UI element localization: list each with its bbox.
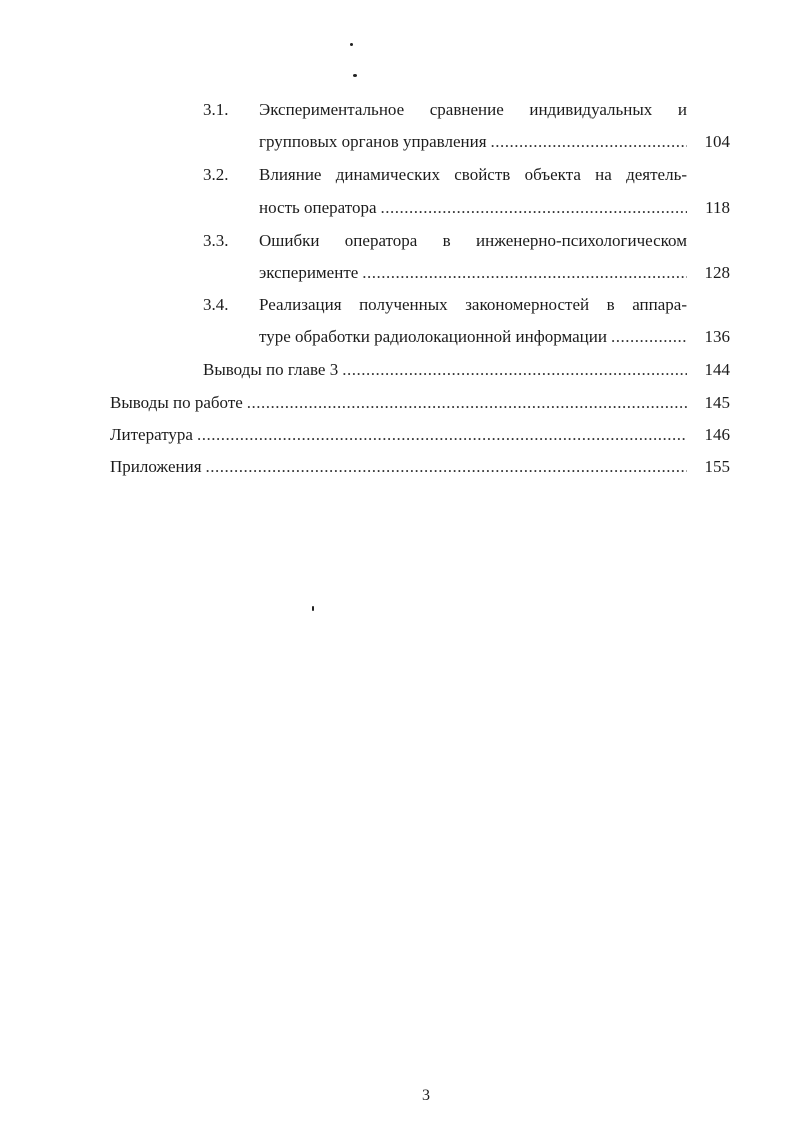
toc-entry-3-2-first-line bbox=[0, 163, 793, 187]
toc-appendices bbox=[0, 455, 793, 479]
toc-entry-leader bbox=[110, 391, 687, 415]
toc-entry-number: 3.3. bbox=[203, 231, 229, 250]
toc-entry-page: 145 bbox=[704, 393, 730, 412]
toc-entry-title: Влияние динамических свойств объекта на деятель- bbox=[259, 165, 687, 184]
dot-leader bbox=[206, 455, 687, 479]
dot-leader bbox=[362, 261, 687, 285]
toc-entry-leader bbox=[110, 423, 687, 447]
toc-entry-leader bbox=[110, 455, 687, 479]
toc-entry-3-4-first-line bbox=[0, 293, 793, 317]
toc-entry-title: Литература bbox=[110, 425, 193, 444]
scan-speck bbox=[350, 43, 353, 46]
toc-entry-3-3-second-line bbox=[0, 261, 793, 285]
toc-entry-3-1-first-line bbox=[0, 98, 793, 122]
toc-entry-leader bbox=[259, 325, 687, 349]
toc-entry-page: 118 bbox=[705, 198, 730, 217]
dot-leader bbox=[491, 130, 687, 154]
toc-entry-leader bbox=[259, 261, 687, 285]
toc-entry-title-continued: ность оператора bbox=[259, 198, 377, 217]
toc-entry-title: Приложения bbox=[110, 457, 202, 476]
toc-entry-3-4-second-line bbox=[0, 325, 793, 349]
toc-entry-3-2-second-line bbox=[0, 196, 793, 220]
dot-leader bbox=[381, 196, 688, 220]
toc-entry-title-continued: туре обработки радиолокационной информации bbox=[259, 327, 607, 346]
page-number: 3 bbox=[422, 1087, 430, 1104]
toc-entry-title-continued: эксперименте bbox=[259, 263, 359, 282]
toc-entry-title: Выводы по работе bbox=[110, 393, 243, 412]
dot-leader bbox=[611, 325, 687, 349]
toc-entry-title: Экспериментальное сравнение индивидуальных и bbox=[259, 100, 687, 119]
toc-entry-page: 104 bbox=[704, 132, 730, 151]
toc-entry-page: 155 bbox=[704, 457, 730, 476]
toc-work-conclusions bbox=[0, 391, 793, 415]
toc-entry-title: Выводы по главе 3 bbox=[203, 360, 339, 379]
dot-leader bbox=[247, 391, 687, 415]
scan-speck bbox=[312, 606, 314, 611]
toc-entry-3-1-second-line bbox=[0, 130, 793, 154]
toc-entry-3-3-first-line bbox=[0, 229, 793, 253]
scan-speck bbox=[353, 74, 357, 77]
toc-chapter-conclusions bbox=[0, 358, 793, 382]
toc-entry-number: 3.4. bbox=[203, 295, 229, 314]
toc-entry-leader bbox=[259, 130, 687, 154]
dot-leader bbox=[342, 358, 687, 382]
toc-entry-page: 128 bbox=[704, 263, 730, 282]
toc-entry-title-continued: групповых органов управления bbox=[259, 132, 487, 151]
toc-entry-page: 144 bbox=[704, 360, 730, 379]
toc-entry-title: Ошибки оператора в инженерно-психологическом bbox=[259, 231, 687, 250]
toc-entry-page: 146 bbox=[704, 425, 730, 444]
toc-entry-number: 3.1. bbox=[203, 100, 229, 119]
toc-entry-leader bbox=[259, 196, 687, 220]
toc-literature bbox=[0, 423, 793, 447]
toc-entry-number: 3.2. bbox=[203, 165, 229, 184]
dot-leader bbox=[197, 423, 687, 447]
toc-entry-leader bbox=[203, 358, 687, 382]
toc-entry-title: Реализация полученных закономерностей в аппара- bbox=[259, 295, 687, 314]
toc-entry-page: 136 bbox=[704, 327, 730, 346]
